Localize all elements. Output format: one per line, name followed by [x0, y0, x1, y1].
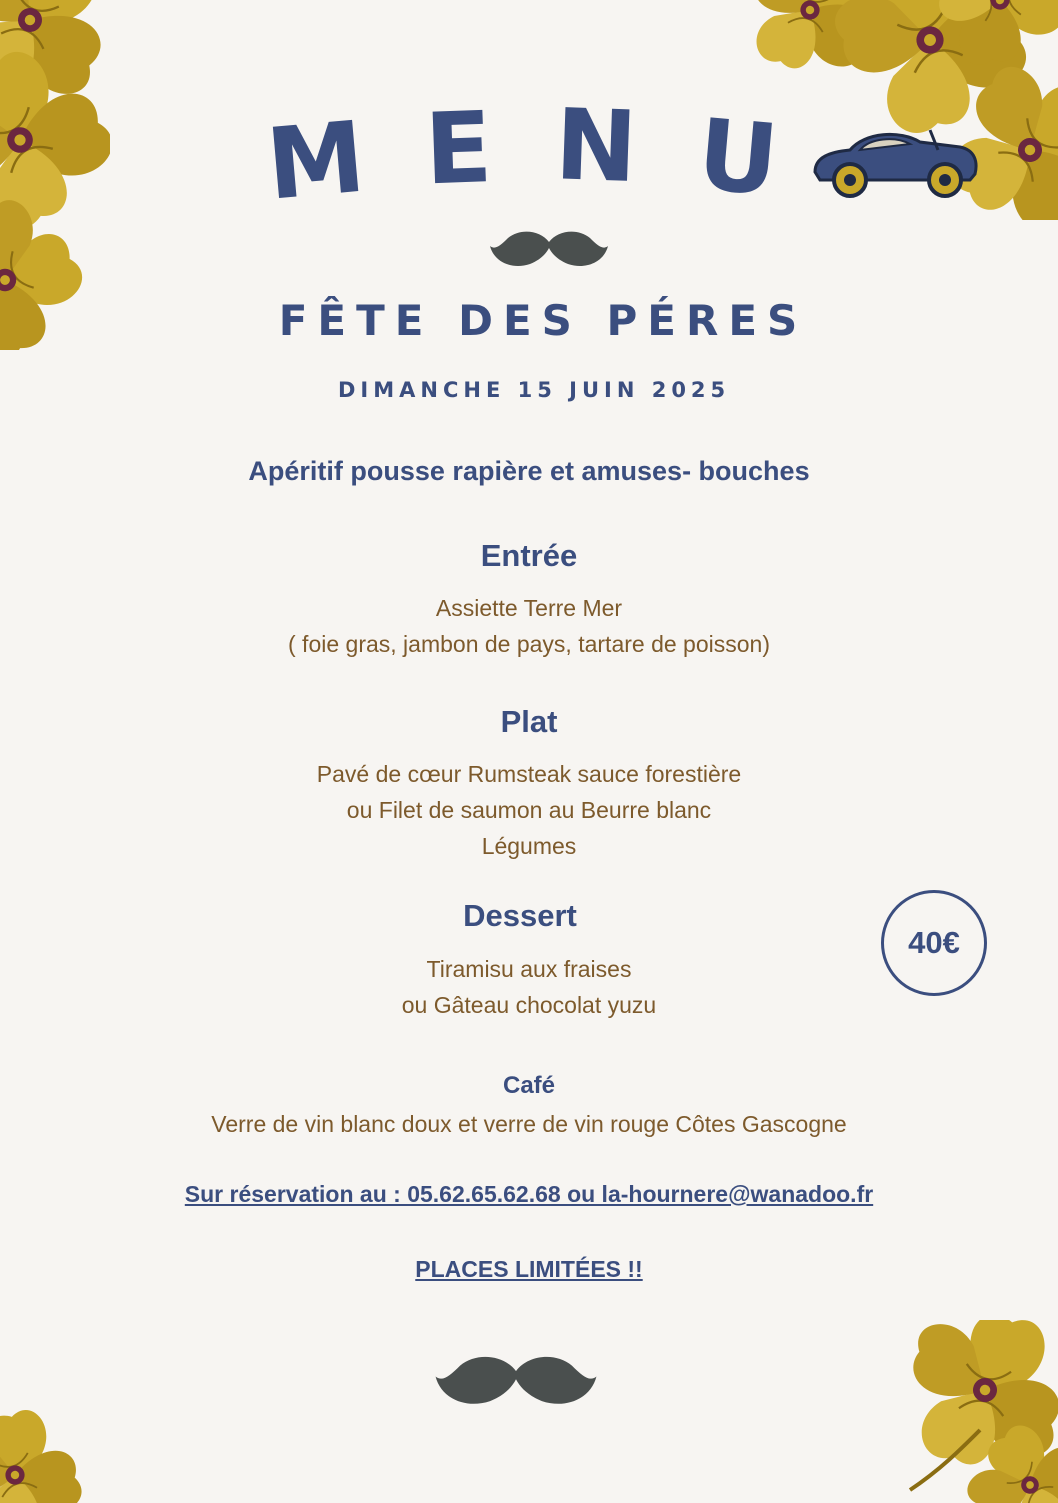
- plat-dishes: [0, 756, 1058, 864]
- mustache-icon: [490, 228, 608, 272]
- event-date: DIMANCHE 15 JUIN 2025: [338, 378, 731, 402]
- title-letter-e: E: [423, 90, 509, 208]
- hibiscus-flower-icon: [0, 1400, 90, 1503]
- entree-dishes: [0, 590, 1058, 662]
- entree-title: Entrée: [480, 538, 578, 573]
- price-badge: 40€: [881, 890, 987, 996]
- event-subtitle: FÊTE DES PÉRES: [278, 296, 808, 345]
- title-letter-u: U: [692, 98, 797, 220]
- dish-line: ( foie gras, jambon de pays, tartare de poisson): [288, 631, 770, 657]
- flower-decoration-bottom-left: [0, 1400, 90, 1503]
- aperitif-line: Apéritif pousse rapière et amuses- bouches: [248, 456, 810, 486]
- title-letter-m: M: [262, 99, 384, 223]
- title-letter-n: N: [552, 88, 653, 206]
- dish-line: Tiramisu aux fraises: [426, 956, 632, 982]
- dish-line: ou Filet de saumon au Beurre blanc: [346, 797, 712, 823]
- dish-line: Pavé de cœur Rumsteak sauce forestière: [316, 761, 742, 787]
- reservation-link[interactable]: Sur réservation au : 05.62.65.62.68 ou la-hournere@wanadoo.fr: [184, 1181, 874, 1207]
- menu-title: [0, 88, 1058, 223]
- mustache-icon: [433, 1352, 599, 1412]
- cafe-title: Café: [502, 1072, 556, 1099]
- flower-decoration-bottom-right: [890, 1320, 1058, 1503]
- dish-line: Légumes: [481, 833, 577, 859]
- limited-places-notice: PLACES LIMITÉES !!: [415, 1256, 643, 1282]
- plat-title: Plat: [500, 704, 558, 739]
- dessert-title: Dessert: [463, 898, 577, 933]
- dish-line: ou Gâteau chocolat yuzu: [401, 992, 657, 1018]
- cafe-line: Verre de vin blanc doux et verre de vin rouge Côtes Gascogne: [211, 1111, 847, 1137]
- dish-line: Assiette Terre Mer: [435, 595, 623, 621]
